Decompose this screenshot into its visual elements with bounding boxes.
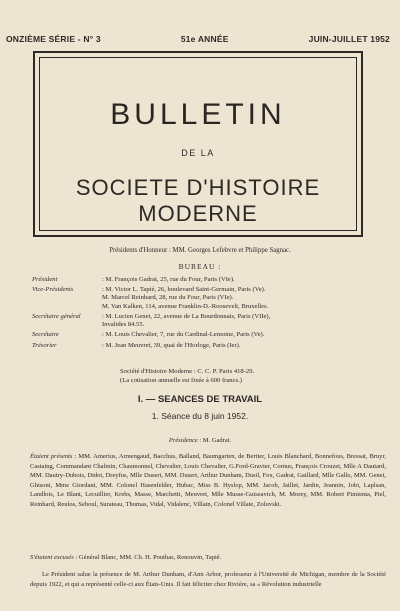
section-heading: I. — SEANCES DE TRAVAIL bbox=[137, 394, 263, 405]
presidence-text: : M. Gadrat. bbox=[199, 437, 232, 444]
society-account bbox=[120, 368, 254, 385]
excused-line bbox=[30, 554, 386, 561]
presidence-line bbox=[0, 437, 400, 444]
series-number: ONZIÈME SÉRIE - N° 3 bbox=[6, 34, 101, 44]
body-paragraph: Le Président salue la présence de M. Arthur Dunham, d'Ann Arbor, professeur à l'Université de Michigan, membre de la Société depuis 1922, et qui a représenté celle-ci aux États-Unis. Il fait féliciter chez Rivière, sa « Révolution industrielle bbox=[30, 571, 386, 588]
presidence-label: Présidence bbox=[168, 437, 198, 444]
bureau-heading: BUREAU : bbox=[178, 262, 222, 271]
bureau-line: Invalides 84.55. bbox=[102, 321, 145, 329]
bureau-line: : M. Jean Meuvret, 39, quai de l'Horloge, Paris (Ier). bbox=[102, 341, 241, 349]
bureau-line: : M. Victor L. Tapié, 26, boulevard Saint-Germain, Paris (Ve). bbox=[102, 286, 266, 294]
bureau-label: Vice-Présidents bbox=[32, 286, 74, 294]
attendees-paragraph bbox=[30, 452, 386, 510]
year-label: 51e ANNÉE bbox=[180, 34, 229, 44]
bureau-list bbox=[32, 276, 386, 352]
attendees-label: Étaient présents bbox=[30, 453, 73, 460]
bureau-line: : M. François Gadrat, 25, rue du Four, Paris (VIe). bbox=[102, 276, 235, 283]
bureau-line: M. Marcel Reinhard, 28, rue du Four, Paris (VIe). bbox=[102, 294, 234, 302]
title-bulletin: BULLETIN bbox=[110, 98, 286, 131]
bureau-row-president bbox=[32, 276, 386, 284]
bureau-label: Trésorier bbox=[32, 341, 57, 349]
bureau-label: Secrétaire général bbox=[32, 312, 81, 320]
bureau-row-secretary bbox=[32, 331, 386, 339]
title-frame-inner bbox=[39, 57, 357, 231]
excused-text: : Général Blanc, MM. Ch. H. Pouthas, Renouvin, Tapié. bbox=[75, 554, 222, 561]
title-society: SOCIETE D'HISTOIRE MODERNE bbox=[75, 175, 321, 226]
bureau-line: M. Van Kalken, 114, avenue Franklin-D.-Roosevelt, Bruxelles. bbox=[102, 302, 269, 310]
honorary-presidents: Présidents d'Honneur : MM. Georges Lefebvre et Philippe Sagnac. bbox=[109, 247, 291, 254]
title-de-la: DE LA bbox=[181, 148, 215, 158]
bureau-value bbox=[102, 313, 386, 329]
issue-header bbox=[6, 34, 390, 44]
title-frame bbox=[33, 51, 363, 237]
bureau-label: Président bbox=[32, 276, 58, 283]
bureau-row-treasurer bbox=[32, 342, 386, 350]
bureau-line: : M. Louis Chevalier, 7, rue du Cardinal-Lemoine, Paris (Ve). bbox=[102, 331, 265, 339]
excused-label: S'étaient excusés bbox=[30, 554, 74, 561]
seance-heading: 1. Séance du 8 juin 1952. bbox=[151, 411, 249, 421]
bureau-value bbox=[102, 276, 386, 284]
bureau-line: : M. Lucien Genet, 22, avenue de La Bourdonnais, Paris (VIIe), bbox=[102, 312, 271, 320]
bureau-label: Secrétaire bbox=[32, 331, 59, 339]
society-account-line: Société d'Histoire Moderne : C. C. P. Paris 418-29. bbox=[120, 368, 255, 375]
bureau-row-vice-presidents bbox=[32, 286, 386, 311]
bureau-value bbox=[102, 342, 386, 350]
attendees-text: : MM. Amerius, Armengaud, Bacchus, Balland, Baumgarten, de Bertier, Louis Blanchard, Bonnefous, Bressat, Bruyr, Castaing, Commandant Chalmin, Chaumonnel, Chevalier, Louis Chevalier, G.Ford-Gravier, Cornus, François Crouzet, Mlle A Dautard, MM. Dautry-Dubois, Didot, Dreyfus, Mlle Dusert, MM. Dusert, Arthur Dunham, Dusil, Fox, Gadrat, Gaillard, Mlle Gallo, MM. Genet, Ghisoni, Mme Giordani, MM. Colonel Hasenfelder, Hubac, Miss B. Hyslop, MM. Jacob, Jaillet, Jardin, Jeannin, Jobi, Laplsan, Landlois, Le Blant, Lecuillier, Krebs, Masse, Marchetti, Meuvret, Mlle Musse-Guiseavich, M. Morey, MM. Robert Pimienta, Piel, Reinhard, Reulos, Seboul, Surateau, Thomas, Vidal, Vidalenc, Villain, Colonel Villate, Zoluvski. bbox=[30, 453, 386, 508]
bureau-value bbox=[102, 331, 386, 339]
bureau-value bbox=[102, 286, 386, 311]
society-fee-line: (La cotisation annuelle est fixée à 600 francs.) bbox=[120, 376, 242, 384]
bureau-row-secretary-general bbox=[32, 313, 386, 329]
issue-date: JUIN-JUILLET 1952 bbox=[308, 34, 390, 44]
